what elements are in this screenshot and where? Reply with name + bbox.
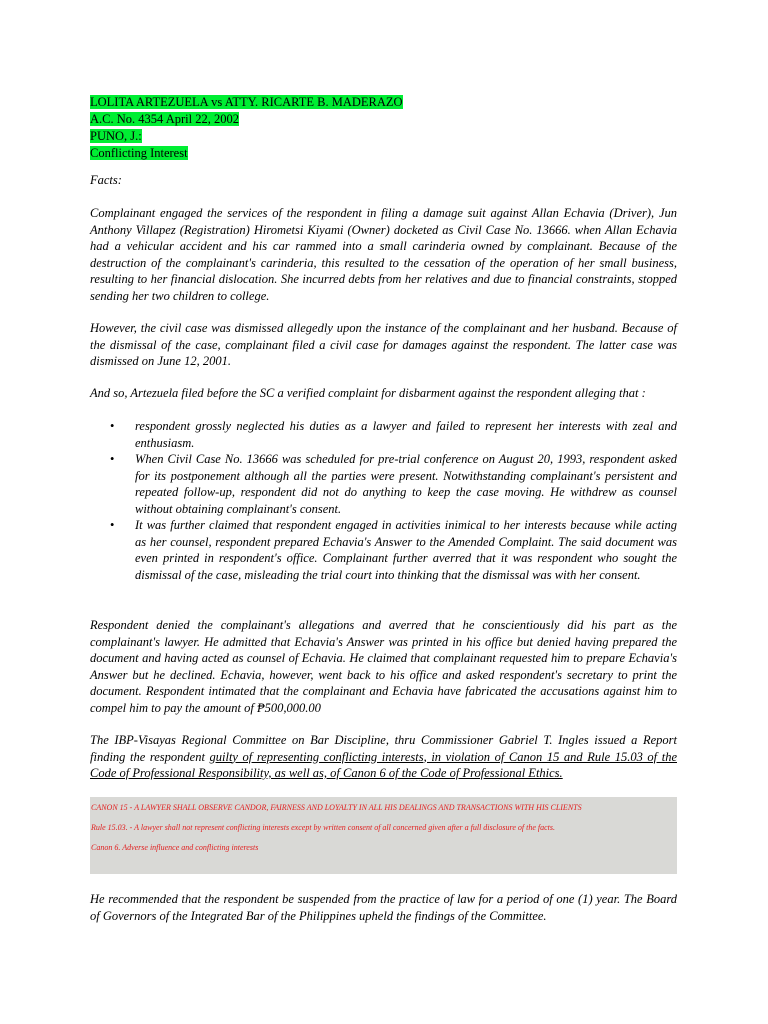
- bullet-icon: •: [110, 419, 115, 433]
- paragraph-5: [90, 732, 677, 782]
- case-number: A.C. No. 4354 April 22, 2002: [90, 112, 239, 126]
- paragraph-5-text: The IBP-Visayas Regional Committee on Bar Discipline, thru Commissioner Gabriel T. Ingles issued a Report finding the respondent: [90, 733, 677, 764]
- paragraph-5-underlined: guilty of representing conflicting interests, in violation of Canon 15 and Rule 15.03 of the Code of Professional Responsibility, as well as, of Canon 6 of the Code of Professional Ethics.: [90, 749, 677, 780]
- list-item-text: When Civil Case No. 13666 was scheduled for pre-trial conference on August 20, 1993, respondent asked for its postponement although all the parties were present. Notwithstanding complainant's persistent and repeated follow-up, respondent did not do anything to keep the case moving. He withdrew as counsel without obtaining complainant's consent.: [135, 452, 677, 516]
- topic-label: Conflicting Interest: [90, 146, 188, 160]
- paragraph-1: Complainant engaged the services of the respondent in filing a damage suit against Allan Echavia (Driver), Jun Anthony Villapez (Registration) Hirometsi Kiyami (Owner) docketed as Civil Case No. 13666. when Allan Echavia had a vehicular accident and his car rammed into a small carinderia owned by complainant. Because of the destruction of the complainant's carinderia, this resulted to the cessation of the operation of her small business, resulting to her financial dislocation. She incurred debts from her relatives and due to financial constraints, stopped sending her two children to college.: [90, 206, 677, 303]
- paragraph-3: And so, Artezuela filed before the SC a verified complaint for disbarment against the respondent alleging that :: [90, 386, 646, 400]
- bullet-icon: •: [110, 452, 115, 466]
- list-item-text: respondent grossly neglected his duties as a lawyer and failed to represent her interests with zeal and enthusiasm.: [135, 419, 677, 450]
- canon-15-text: CANON 15 - A LAWYER SHALL OBSERVE CANDOR, FAIRNESS AND LOYALTY IN ALL HIS DEALINGS AND TRANSACTIONS WITH HIS CLIENTS: [91, 803, 582, 812]
- rule-15-03-text: Rule 15.03. - A lawyer shall not represent conflicting interests except by written consent of all concerned given after a full disclosure of the facts.: [91, 823, 555, 832]
- list-item-text: It was further claimed that respondent engaged in activities inimical to her interests because while acting as her counsel, respondent prepared Echavia's Answer to the Amended Complaint. The said document was even printed in respondent's office. Complainant further averred that it was respondent who sought the dismissal of the case, misleading the trial court into thinking that the dismissal was with her consent.: [135, 518, 677, 582]
- list-item: [110, 451, 677, 517]
- case-title: LOLITA ARTEZUELA vs ATTY. RICARTE B. MADERAZO: [90, 95, 403, 109]
- list-item: [110, 418, 677, 451]
- paragraph-6: He recommended that the respondent be suspended from the practice of law for a period of one (1) year. The Board of Governors of the Integrated Bar of the Philippines upheld the findings of the Committee.: [90, 892, 677, 923]
- facts-heading: Facts:: [90, 173, 122, 187]
- paragraph-2: However, the civil case was dismissed allegedly upon the instance of the complainant and her husband. Because of the dismissal of the case, complainant filed a civil case for damages against the respondent. The latter case was dismissed on June 12, 2001.: [90, 321, 677, 368]
- ponente: PUNO, J.:: [90, 129, 142, 143]
- list-item: [110, 517, 677, 583]
- canon-quote-box: [90, 797, 677, 874]
- paragraph-4: Respondent denied the complainant's allegations and averred that he conscientiously did his part as the complainant's lawyer. He admitted that Echavia's Answer was printed in his office but denied having prepared the document and having acted as counsel of Echavia. He claimed that complainant requested him to prepare Echavia's Answer but he declined. Echavia, however, went back to his office and asked respondent's secretary to print the document. Respondent intimated that the complainant and Echavia have fabricated the accusations against him to compel him to pay the amount of ₱500,000.00: [90, 618, 677, 715]
- allegations-list: [110, 418, 677, 583]
- case-header: [90, 94, 403, 162]
- canon-6-text: Canon 6. Adverse influence and conflicting interests: [91, 843, 259, 852]
- bullet-icon: •: [110, 518, 115, 532]
